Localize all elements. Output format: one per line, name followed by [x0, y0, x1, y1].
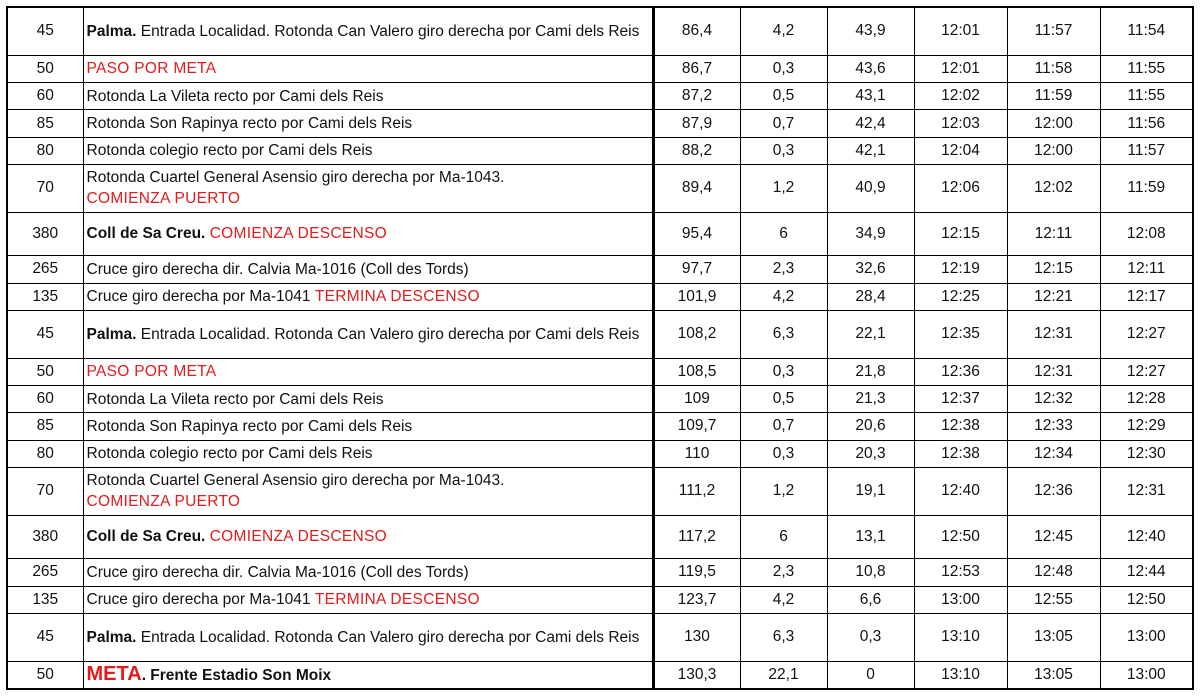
time-cell-3: 12:30	[1100, 440, 1193, 467]
table-row	[7, 468, 1193, 516]
description-text: Cruce giro derecha por Ma-1041	[86, 288, 315, 306]
description-cell	[83, 413, 653, 440]
time-cell-2: 12:15	[1007, 256, 1100, 283]
time-cell-3: 12:29	[1100, 413, 1193, 440]
table-row	[7, 82, 1193, 109]
altitude-cell: 380	[7, 212, 83, 256]
time-cell-2: 13:05	[1007, 661, 1100, 689]
table-row	[7, 137, 1193, 164]
table-row	[7, 310, 1193, 358]
description-text: Rotonda colegio recto por Cami dels Reis	[86, 445, 373, 463]
km-cell: 119,5	[653, 559, 740, 586]
description-cell	[83, 137, 653, 164]
description-text: . Frente Estadio Son Moix	[141, 666, 332, 684]
description-text: Rotonda Son Rapinya recto por Cami dels Reis	[86, 115, 413, 133]
time-cell-3: 12:31	[1100, 468, 1193, 516]
altitude-cell: 50	[7, 55, 83, 82]
altitude-cell: 80	[7, 440, 83, 467]
table-row	[7, 256, 1193, 283]
table-body	[7, 7, 1193, 689]
description-text: TERMINA DESCENSO	[314, 288, 480, 306]
description-text: COMIENZA PUERTO	[86, 493, 241, 511]
description-cell	[83, 385, 653, 412]
description-text: Palma.	[86, 325, 137, 343]
remaining-km-cell: 0,3	[827, 613, 914, 661]
partial-km-cell: 6	[740, 212, 827, 256]
description-cell	[83, 310, 653, 358]
time-cell-1: 12:06	[914, 165, 1007, 213]
altitude-cell: 135	[7, 586, 83, 613]
description-text: Rotonda Cuartel General Asensio giro derecha por Ma-1043.	[86, 169, 505, 187]
table-row	[7, 586, 1193, 613]
description-text: Entrada Localidad. Rotonda Can Valero giro derecha por Cami dels Reis	[136, 325, 640, 343]
time-cell-2: 12:11	[1007, 212, 1100, 256]
km-cell: 86,4	[653, 7, 740, 55]
partial-km-cell: 2,3	[740, 559, 827, 586]
remaining-km-cell: 34,9	[827, 212, 914, 256]
remaining-km-cell: 28,4	[827, 283, 914, 310]
km-cell: 110	[653, 440, 740, 467]
description-text: Entrada Localidad. Rotonda Can Valero giro derecha por Cami dels Reis	[136, 628, 640, 646]
description-cell	[83, 358, 653, 385]
altitude-cell: 80	[7, 137, 83, 164]
remaining-km-cell: 20,3	[827, 440, 914, 467]
time-cell-1: 12:37	[914, 385, 1007, 412]
time-cell-1: 12:02	[914, 82, 1007, 109]
time-cell-1: 12:53	[914, 559, 1007, 586]
time-cell-1: 12:38	[914, 413, 1007, 440]
time-cell-2: 12:02	[1007, 165, 1100, 213]
time-cell-1: 12:40	[914, 468, 1007, 516]
time-cell-1: 12:35	[914, 310, 1007, 358]
partial-km-cell: 6	[740, 515, 827, 559]
time-cell-3: 12:28	[1100, 385, 1193, 412]
remaining-km-cell: 13,1	[827, 515, 914, 559]
description-text: COMIENZA DESCENSO	[209, 225, 388, 243]
time-cell-2: 12:36	[1007, 468, 1100, 516]
time-cell-2: 13:05	[1007, 613, 1100, 661]
time-cell-3: 12:40	[1100, 515, 1193, 559]
partial-km-cell: 0,7	[740, 110, 827, 137]
altitude-cell: 135	[7, 283, 83, 310]
km-cell: 123,7	[653, 586, 740, 613]
table-row	[7, 212, 1193, 256]
table-row	[7, 385, 1193, 412]
altitude-cell: 265	[7, 256, 83, 283]
km-cell: 111,2	[653, 468, 740, 516]
partial-km-cell: 0,5	[740, 385, 827, 412]
remaining-km-cell: 10,8	[827, 559, 914, 586]
time-cell-1: 12:19	[914, 256, 1007, 283]
time-cell-3: 12:08	[1100, 212, 1193, 256]
km-cell: 87,9	[653, 110, 740, 137]
remaining-km-cell: 43,9	[827, 7, 914, 55]
time-cell-3: 12:17	[1100, 283, 1193, 310]
time-cell-1: 12:15	[914, 212, 1007, 256]
km-cell: 130	[653, 613, 740, 661]
time-cell-2: 11:59	[1007, 82, 1100, 109]
remaining-km-cell: 6,6	[827, 586, 914, 613]
table-row	[7, 613, 1193, 661]
description-text: Cruce giro derecha dir. Calvia Ma-1016 (Coll des Tords)	[86, 563, 469, 581]
description-cell	[83, 55, 653, 82]
description-text: TERMINA DESCENSO	[314, 591, 480, 609]
time-cell-1: 13:10	[914, 613, 1007, 661]
time-cell-1: 12:38	[914, 440, 1007, 467]
description-cell	[83, 586, 653, 613]
altitude-cell: 70	[7, 468, 83, 516]
km-cell: 97,7	[653, 256, 740, 283]
km-cell: 86,7	[653, 55, 740, 82]
time-cell-2: 12:21	[1007, 283, 1100, 310]
table-row	[7, 110, 1193, 137]
description-cell	[83, 7, 653, 55]
time-cell-3: 11:55	[1100, 55, 1193, 82]
description-text: Coll de Sa Creu.	[86, 528, 206, 546]
partial-km-cell: 2,3	[740, 256, 827, 283]
description-text: Coll de Sa Creu.	[86, 225, 206, 243]
description-text: Cruce giro derecha dir. Calvia Ma-1016 (Coll des Tords)	[86, 260, 469, 278]
description-text: Rotonda La Vileta recto por Cami dels Reis	[86, 390, 384, 408]
remaining-km-cell: 42,1	[827, 137, 914, 164]
altitude-cell: 85	[7, 110, 83, 137]
description-cell	[83, 515, 653, 559]
km-cell: 109	[653, 385, 740, 412]
time-cell-2: 12:00	[1007, 110, 1100, 137]
km-cell: 108,5	[653, 358, 740, 385]
description-text: Rotonda colegio recto por Cami dels Reis	[86, 142, 373, 160]
time-cell-1: 13:10	[914, 661, 1007, 689]
partial-km-cell: 0,7	[740, 413, 827, 440]
time-cell-3: 12:50	[1100, 586, 1193, 613]
time-cell-2: 11:58	[1007, 55, 1100, 82]
description-cell	[83, 661, 653, 689]
table-row	[7, 358, 1193, 385]
partial-km-cell: 0,3	[740, 440, 827, 467]
time-cell-3: 11:55	[1100, 82, 1193, 109]
partial-km-cell: 4,2	[740, 586, 827, 613]
time-cell-3: 11:54	[1100, 7, 1193, 55]
table-row	[7, 55, 1193, 82]
time-cell-3: 11:56	[1100, 110, 1193, 137]
time-cell-1: 12:04	[914, 137, 1007, 164]
description-cell	[83, 165, 653, 213]
km-cell: 89,4	[653, 165, 740, 213]
remaining-km-cell: 22,1	[827, 310, 914, 358]
description-text: Palma.	[86, 22, 137, 40]
km-cell: 117,2	[653, 515, 740, 559]
km-cell: 101,9	[653, 283, 740, 310]
description-text: Palma.	[86, 628, 137, 646]
description-text: Rotonda Cuartel General Asensio giro derecha por Ma-1043.	[86, 472, 505, 490]
description-cell	[83, 468, 653, 516]
time-cell-2: 12:00	[1007, 137, 1100, 164]
description-text: PASO POR META	[86, 363, 217, 381]
altitude-cell: 60	[7, 82, 83, 109]
partial-km-cell: 0,3	[740, 137, 827, 164]
time-cell-3: 12:44	[1100, 559, 1193, 586]
remaining-km-cell: 32,6	[827, 256, 914, 283]
altitude-cell: 380	[7, 515, 83, 559]
partial-km-cell: 0,3	[740, 358, 827, 385]
km-cell: 109,7	[653, 413, 740, 440]
time-cell-2: 12:31	[1007, 358, 1100, 385]
remaining-km-cell: 40,9	[827, 165, 914, 213]
time-cell-3: 13:00	[1100, 613, 1193, 661]
description-text: Entrada Localidad. Rotonda Can Valero giro derecha por Cami dels Reis	[136, 22, 640, 40]
partial-km-cell: 1,2	[740, 165, 827, 213]
description-text: META	[86, 662, 142, 685]
description-cell	[83, 82, 653, 109]
partial-km-cell: 4,2	[740, 283, 827, 310]
time-cell-1: 12:25	[914, 283, 1007, 310]
table-row	[7, 661, 1193, 689]
altitude-cell: 45	[7, 613, 83, 661]
description-cell	[83, 440, 653, 467]
time-cell-2: 12:45	[1007, 515, 1100, 559]
remaining-km-cell: 19,1	[827, 468, 914, 516]
description-cell	[83, 559, 653, 586]
partial-km-cell: 1,2	[740, 468, 827, 516]
description-text: COMIENZA DESCENSO	[209, 528, 388, 546]
km-cell: 108,2	[653, 310, 740, 358]
time-cell-3: 13:00	[1100, 661, 1193, 689]
altitude-cell: 60	[7, 385, 83, 412]
time-cell-1: 12:01	[914, 55, 1007, 82]
description-text: Rotonda Son Rapinya recto por Cami dels Reis	[86, 417, 413, 435]
partial-km-cell: 6,3	[740, 310, 827, 358]
table-row	[7, 283, 1193, 310]
time-cell-1: 12:03	[914, 110, 1007, 137]
altitude-cell: 50	[7, 661, 83, 689]
partial-km-cell: 6,3	[740, 613, 827, 661]
table-row	[7, 413, 1193, 440]
time-cell-1: 12:50	[914, 515, 1007, 559]
altitude-cell: 70	[7, 165, 83, 213]
time-cell-3: 11:59	[1100, 165, 1193, 213]
altitude-cell: 50	[7, 358, 83, 385]
time-cell-1: 12:36	[914, 358, 1007, 385]
description-cell	[83, 256, 653, 283]
description-text: COMIENZA PUERTO	[86, 190, 241, 208]
altitude-cell: 45	[7, 310, 83, 358]
time-cell-2: 12:34	[1007, 440, 1100, 467]
table-row	[7, 7, 1193, 55]
time-cell-2: 12:48	[1007, 559, 1100, 586]
partial-km-cell: 0,5	[740, 82, 827, 109]
km-cell: 88,2	[653, 137, 740, 164]
route-itinerary-table	[6, 6, 1194, 690]
time-cell-3: 12:27	[1100, 310, 1193, 358]
description-text: PASO POR META	[86, 60, 217, 78]
description-cell	[83, 212, 653, 256]
remaining-km-cell: 42,4	[827, 110, 914, 137]
time-cell-3: 11:57	[1100, 137, 1193, 164]
remaining-km-cell: 43,6	[827, 55, 914, 82]
remaining-km-cell: 21,8	[827, 358, 914, 385]
table-row	[7, 559, 1193, 586]
time-cell-1: 12:01	[914, 7, 1007, 55]
time-cell-2: 12:55	[1007, 586, 1100, 613]
partial-km-cell: 22,1	[740, 661, 827, 689]
time-cell-3: 12:27	[1100, 358, 1193, 385]
description-text: Cruce giro derecha por Ma-1041	[86, 591, 315, 609]
time-cell-1: 13:00	[914, 586, 1007, 613]
table-row	[7, 515, 1193, 559]
description-text: Rotonda La Vileta recto por Cami dels Reis	[86, 87, 384, 105]
remaining-km-cell: 21,3	[827, 385, 914, 412]
altitude-cell: 85	[7, 413, 83, 440]
remaining-km-cell: 43,1	[827, 82, 914, 109]
description-cell	[83, 283, 653, 310]
time-cell-2: 12:33	[1007, 413, 1100, 440]
km-cell: 87,2	[653, 82, 740, 109]
partial-km-cell: 4,2	[740, 7, 827, 55]
remaining-km-cell: 20,6	[827, 413, 914, 440]
partial-km-cell: 0,3	[740, 55, 827, 82]
km-cell: 95,4	[653, 212, 740, 256]
time-cell-2: 12:32	[1007, 385, 1100, 412]
remaining-km-cell: 0	[827, 661, 914, 689]
altitude-cell: 45	[7, 7, 83, 55]
time-cell-2: 12:31	[1007, 310, 1100, 358]
description-cell	[83, 110, 653, 137]
time-cell-3: 12:11	[1100, 256, 1193, 283]
altitude-cell: 265	[7, 559, 83, 586]
table-row	[7, 440, 1193, 467]
km-cell: 130,3	[653, 661, 740, 689]
time-cell-2: 11:57	[1007, 7, 1100, 55]
description-cell	[83, 613, 653, 661]
table-row	[7, 165, 1193, 213]
